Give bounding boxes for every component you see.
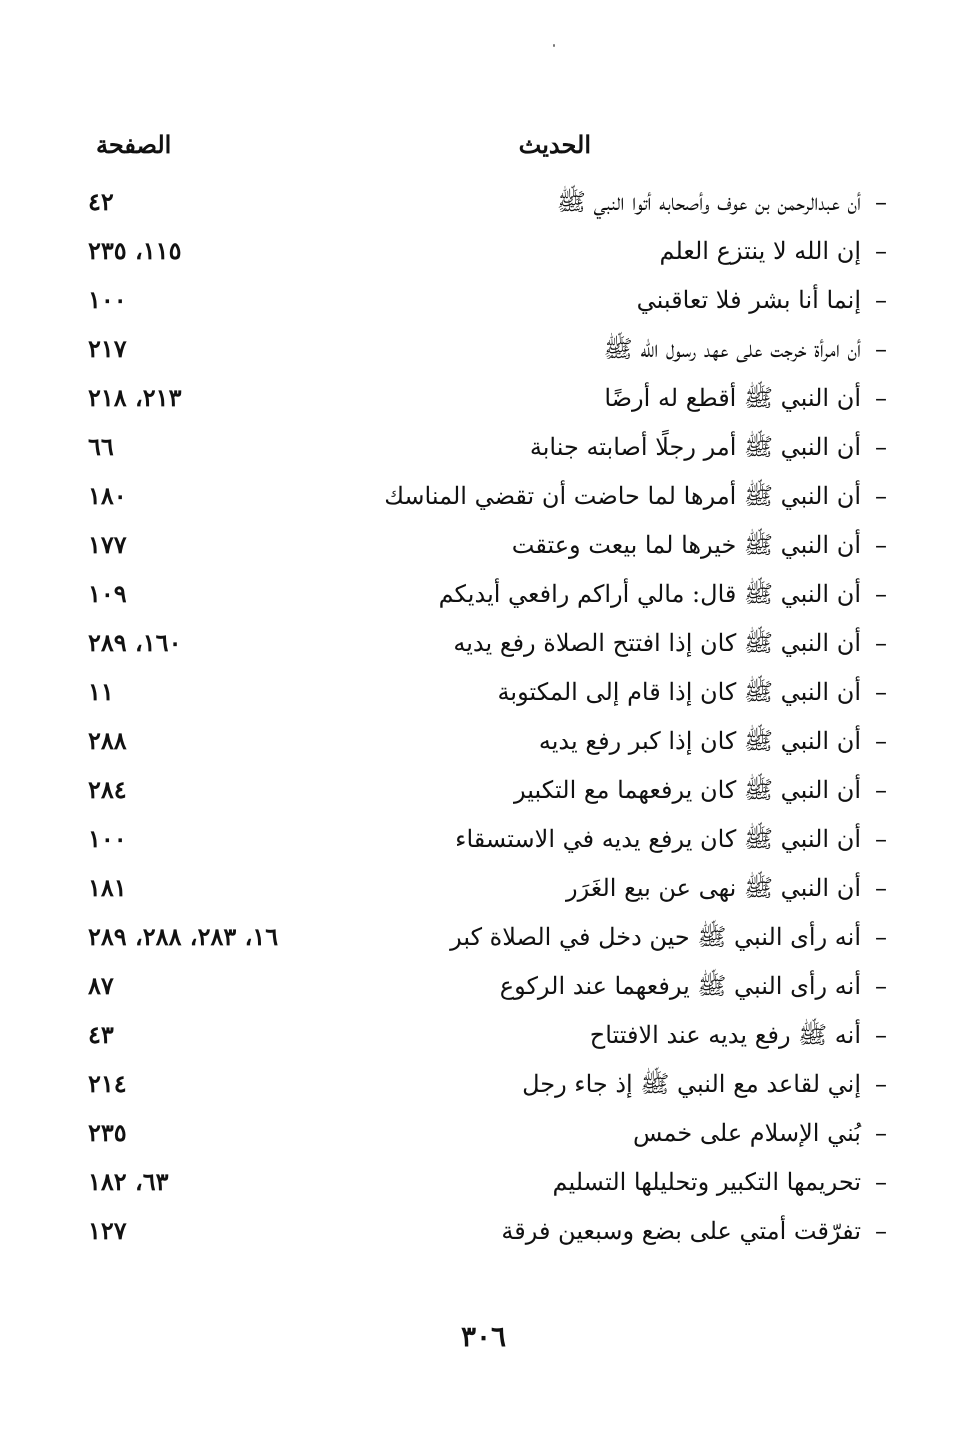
hadith-text: أنه رأى النبي ﷺ حين دخل في الصلاة كبر xyxy=(450,923,861,951)
index-row xyxy=(0,1060,967,1109)
index-row xyxy=(0,472,967,521)
hadith-text: تحريمها التكبير وتحليلها التسليم xyxy=(552,1168,861,1196)
hadith-text: إني لقاعد مع النبي ﷺ إذ جاء رجل xyxy=(522,1070,861,1098)
hadith-text: بُني الإسلام على خمس xyxy=(632,1119,861,1147)
dash-bullet: – xyxy=(875,776,887,804)
index-row xyxy=(0,1109,967,1158)
index-row xyxy=(0,962,967,1011)
index-row xyxy=(0,276,967,325)
hadith-text: إن الله لا ينتزع العلم xyxy=(659,237,861,265)
hadith-text: أن النبي ﷺ كان يرفعهما مع التكبير xyxy=(514,776,861,804)
index-row xyxy=(0,1011,967,1060)
page-references: ٤٣ xyxy=(88,1020,114,1049)
page-references: ٤٢ xyxy=(88,187,114,216)
column-header-hadith: الحديث xyxy=(518,130,591,159)
hadith-text: أن عبدالرحمن بن عوف وأصحابه أتوا النبي ﷺ xyxy=(556,188,861,216)
dash-bullet: – xyxy=(875,482,887,510)
page-references: ٢١٣، ٢١٨ xyxy=(88,383,182,412)
page-references: ٦٣، ١٨٢ xyxy=(88,1167,169,1196)
page-references: ٢٨٨ xyxy=(88,726,127,755)
hadith-text: تفرّقت أمتي على بضع وسبعين فرقة xyxy=(501,1217,861,1245)
hadith-text: أن النبي ﷺ كان يرفع يديه في الاستسقاء xyxy=(455,825,861,853)
page-references: ١٦، ٢٨٣، ٢٨٨، ٢٨٩ xyxy=(88,922,279,951)
dash-bullet: – xyxy=(875,188,887,216)
hadith-text: أن النبي ﷺ كان إذا افتتح الصلاة رفع يديه xyxy=(453,629,861,657)
dash-bullet: – xyxy=(875,972,887,1000)
index-row xyxy=(0,325,967,374)
page-references: ١١٥، ٢٣٥ xyxy=(88,236,182,265)
page-references: ٦٦ xyxy=(88,432,114,461)
dash-bullet: – xyxy=(875,580,887,608)
index-row xyxy=(0,766,967,815)
index-row xyxy=(0,619,967,668)
dash-bullet: – xyxy=(875,1217,887,1245)
dash-bullet: – xyxy=(875,1168,887,1196)
dash-bullet: – xyxy=(875,384,887,412)
dash-bullet: – xyxy=(875,531,887,559)
page-references: ١٧٧ xyxy=(88,530,127,559)
dash-bullet: – xyxy=(875,874,887,902)
dash-bullet: – xyxy=(875,727,887,755)
index-header xyxy=(0,130,967,170)
hadith-text: أن النبي ﷺ أمرها لما حاضت أن تقضي المناسك xyxy=(384,482,861,510)
dash-bullet: – xyxy=(875,335,887,363)
page-references: ٢٨٤ xyxy=(88,775,127,804)
index-row xyxy=(0,1207,967,1256)
dash-bullet: – xyxy=(875,237,887,265)
page-references: ١٢٧ xyxy=(88,1216,127,1245)
hadith-text: أن النبي ﷺ أمر رجلًا أصابته جنابة xyxy=(529,433,861,461)
index-row xyxy=(0,570,967,619)
page-references: ١٠٠ xyxy=(88,824,127,853)
dash-bullet: – xyxy=(875,433,887,461)
scan-speck xyxy=(553,44,555,47)
index-row xyxy=(0,521,967,570)
page-references: ١١ xyxy=(88,677,114,706)
dash-bullet: – xyxy=(875,1070,887,1098)
page-references: ٢١٧ xyxy=(88,334,127,363)
hadith-text: أن النبي ﷺ كان إذا كبر رفع يديه xyxy=(538,727,861,755)
column-header-page: الصفحة xyxy=(96,130,172,159)
dash-bullet: – xyxy=(875,678,887,706)
hadith-text: أن النبي ﷺ أقطع له أرضًا xyxy=(604,384,861,412)
dash-bullet: – xyxy=(875,923,887,951)
index-row xyxy=(0,374,967,423)
dash-bullet: – xyxy=(875,629,887,657)
page-references: ٢١٤ xyxy=(88,1069,127,1098)
page-references: ١٦٠، ٢٨٩ xyxy=(88,628,182,657)
page-references: ١٨٠ xyxy=(88,481,127,510)
index-row xyxy=(0,227,967,276)
hadith-index-list xyxy=(0,178,967,1256)
hadith-text: أن النبي ﷺ نهى عن بيع الغَرَر xyxy=(566,874,861,902)
hadith-text: أن النبي ﷺ قال: مالي أراكم رافعي أيديكم xyxy=(438,580,861,608)
page-references: ٢٣٥ xyxy=(88,1118,127,1147)
hadith-text: أن النبي ﷺ خيرها لما بيعت وعتقت xyxy=(511,531,861,559)
page-references: ١٠٩ xyxy=(88,579,127,608)
dash-bullet: – xyxy=(875,1119,887,1147)
hadith-text: إنما أنا بشر فلا تعاقبني xyxy=(636,286,861,314)
index-row xyxy=(0,913,967,962)
hadith-text: أنه ﷺ رفع يديه عند الافتتاح xyxy=(589,1021,861,1049)
dash-bullet: – xyxy=(875,286,887,314)
page-references: ٨٧ xyxy=(88,971,114,1000)
dash-bullet: – xyxy=(875,825,887,853)
hadith-text: أنه رأى النبي ﷺ يرفعهما عند الركوع xyxy=(499,972,861,1000)
hadith-text: أن امرأة خرجت على عهد رسول الله ﷺ xyxy=(603,335,861,363)
page-number: ٣٠٦ xyxy=(460,1320,507,1353)
hadith-text: أن النبي ﷺ كان إذا قام إلى المكتوبة xyxy=(497,678,861,706)
index-row xyxy=(0,423,967,472)
index-row xyxy=(0,668,967,717)
page-references: ١٠٠ xyxy=(88,285,127,314)
index-row xyxy=(0,864,967,913)
index-row xyxy=(0,815,967,864)
page-references: ١٨١ xyxy=(88,873,127,902)
index-row xyxy=(0,1158,967,1207)
index-row xyxy=(0,178,967,227)
index-row xyxy=(0,717,967,766)
dash-bullet: – xyxy=(875,1021,887,1049)
